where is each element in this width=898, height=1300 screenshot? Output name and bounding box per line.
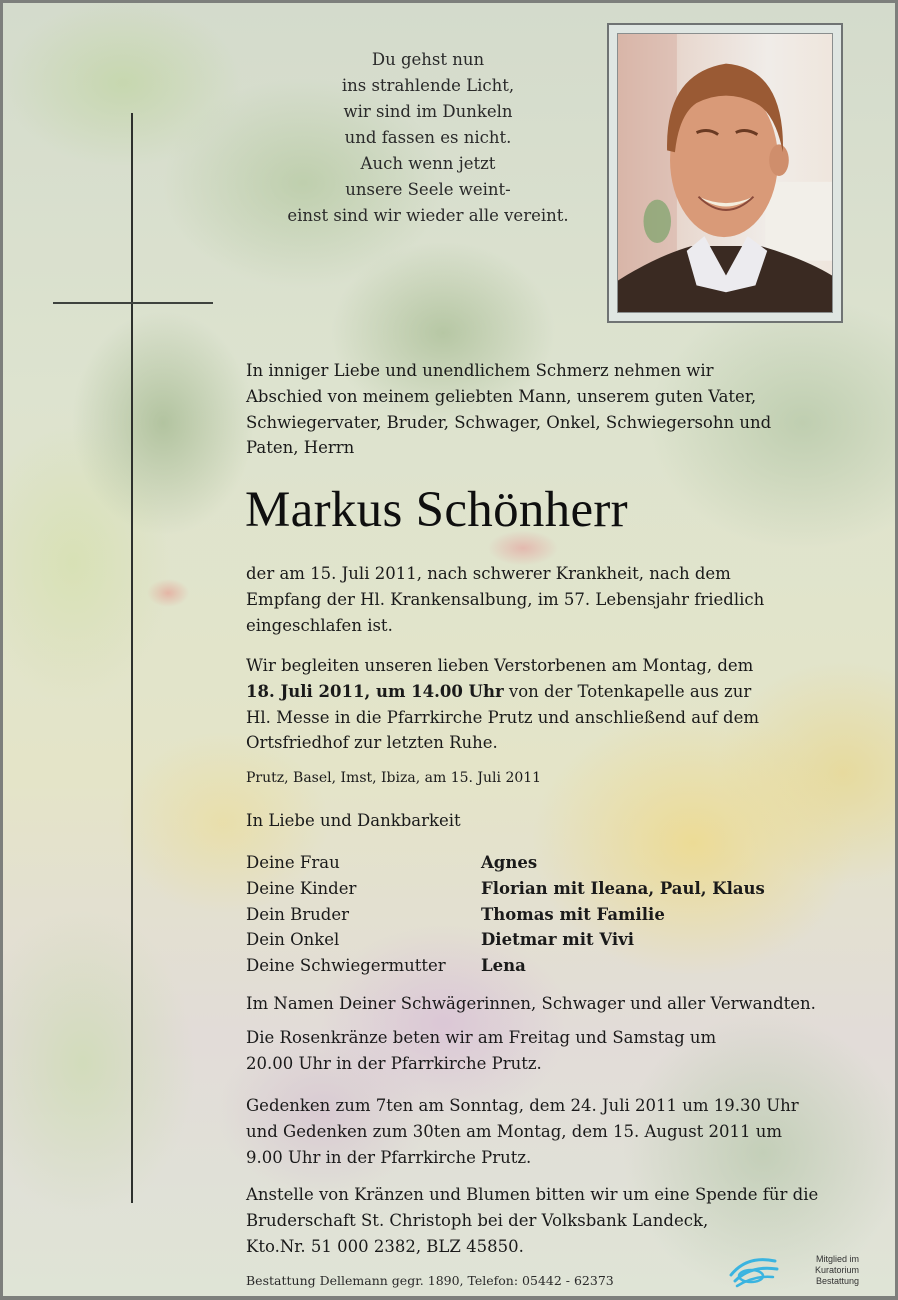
poem-line: und fassen es nicht. bbox=[344, 128, 512, 147]
family-names: Dietmar mit Vivi bbox=[481, 930, 635, 950]
family-row bbox=[246, 850, 765, 876]
family-relation: Dein Bruder bbox=[246, 904, 349, 924]
poem-line: Du gehst nun bbox=[371, 50, 485, 69]
funeral-line-rest: von der Totenkapelle aus zur bbox=[503, 681, 752, 701]
family-names: Thomas mit Familie bbox=[481, 904, 665, 924]
donation-notice bbox=[246, 1182, 846, 1259]
family-list bbox=[246, 850, 765, 979]
funeral-line: Ortsfriedhof zur letzten Ruhe. bbox=[246, 733, 498, 753]
badge-line: Kuratorium Bestattung bbox=[814, 1265, 859, 1286]
donation-line: Anstelle von Kränzen und Blumen bitten wir um eine Spende für die bbox=[246, 1185, 819, 1204]
kuratorium-badge bbox=[727, 1251, 867, 1291]
family-names: Florian mit Ileana, Paul, Klaus bbox=[481, 878, 765, 898]
rosary-line: Die Rosenkränze beten wir am Freitag und Samstag um bbox=[246, 1028, 717, 1047]
poem-line: unsere Seele weint- bbox=[345, 180, 511, 199]
death-notice-line: Empfang der Hl. Krankensalbung, im 57. Lebensjahr friedlich bbox=[246, 589, 765, 609]
rosary-notice bbox=[246, 1025, 846, 1077]
relatives-line: Im Namen Deiner Schwägerinnen, Schwager und aller Verwandten. bbox=[246, 994, 816, 1013]
donation-line: Bruderschaft St. Christoph bei der Volksbank Landeck, bbox=[246, 1210, 709, 1230]
place-date: Prutz, Basel, Imst, Ibiza, am 15. Juli 2011 bbox=[246, 770, 542, 786]
poem-line: wir sind im Dunkeln bbox=[343, 102, 513, 121]
family-relation: Deine Kinder bbox=[246, 878, 357, 898]
portrait-frame bbox=[607, 23, 843, 323]
poem-line: Auch wenn jetzt bbox=[360, 154, 496, 173]
badge-text bbox=[777, 1254, 859, 1287]
cross-icon-horizontal bbox=[53, 302, 213, 304]
poem-line: ins strahlende Licht, bbox=[341, 76, 515, 95]
family-relation: Deine Frau bbox=[246, 853, 340, 872]
closing-line: In Liebe und Dankbarkeit bbox=[246, 811, 461, 830]
family-relation: Deine Schwiegermutter bbox=[246, 956, 446, 976]
funeral-notice bbox=[246, 653, 846, 756]
poem-line: einst sind wir wieder alle vereint. bbox=[287, 206, 569, 225]
family-names: Lena bbox=[481, 956, 526, 976]
intro-line: Abschied von meinem geliebten Mann, unserem guten Vater, bbox=[246, 386, 757, 406]
intro-line: Paten, Herrn bbox=[246, 438, 355, 458]
rosary-line: 20.00 Uhr in der Pfarrkirche Prutz. bbox=[246, 1053, 542, 1073]
funeral-line bbox=[246, 679, 846, 705]
family-row bbox=[246, 902, 765, 928]
memorial-notice bbox=[246, 1093, 846, 1170]
family-row bbox=[246, 953, 765, 979]
deceased-name: Markus Schönherr bbox=[245, 482, 628, 538]
memorial-line: 9.00 Uhr in der Pfarrkirche Prutz. bbox=[246, 1147, 532, 1167]
portrait-photo bbox=[617, 33, 833, 313]
funeral-line: Hl. Messe in die Pfarrkirche Prutz und anschließend auf dem bbox=[246, 707, 759, 727]
death-notice-line: eingeschlafen ist. bbox=[246, 615, 393, 635]
intro-line: In inniger Liebe und unendlichem Schmerz nehmen wir bbox=[246, 361, 714, 380]
intro-line: Schwiegervater, Bruder, Schwager, Onkel, Schwiegersohn und bbox=[246, 412, 772, 432]
donation-line: Kto.Nr. 51 000 2382, BLZ 45850. bbox=[246, 1236, 524, 1256]
cross-icon-vertical bbox=[131, 113, 133, 1203]
memorial-line: Gedenken zum 7ten am Sonntag, dem 24. Juli 2011 um 19.30 Uhr bbox=[246, 1096, 799, 1115]
intro-text bbox=[246, 358, 846, 461]
portrait-icon bbox=[618, 34, 832, 312]
funeral-date-time: 18. Juli 2011, um 14.00 Uhr bbox=[246, 681, 504, 701]
undertaker-info: Bestattung Dellemann gegr. 1890, Telefon: 05442 - 62373 bbox=[246, 1273, 614, 1288]
badge-line: Mitglied im bbox=[815, 1254, 859, 1264]
family-row bbox=[246, 927, 765, 953]
memorial-line: und Gedenken zum 30ten am Montag, dem 15. August 2011 um bbox=[246, 1121, 783, 1141]
poem bbox=[258, 47, 598, 229]
family-names: Agnes bbox=[481, 853, 538, 872]
death-notice-line: der am 15. Juli 2011, nach schwerer Krankheit, nach dem bbox=[246, 564, 731, 583]
family-row bbox=[246, 876, 765, 902]
death-notice bbox=[246, 561, 846, 638]
funeral-line: Wir begleiten unseren lieben Verstorbenen am Montag, dem bbox=[246, 656, 754, 675]
family-relation: Dein Onkel bbox=[246, 930, 340, 950]
